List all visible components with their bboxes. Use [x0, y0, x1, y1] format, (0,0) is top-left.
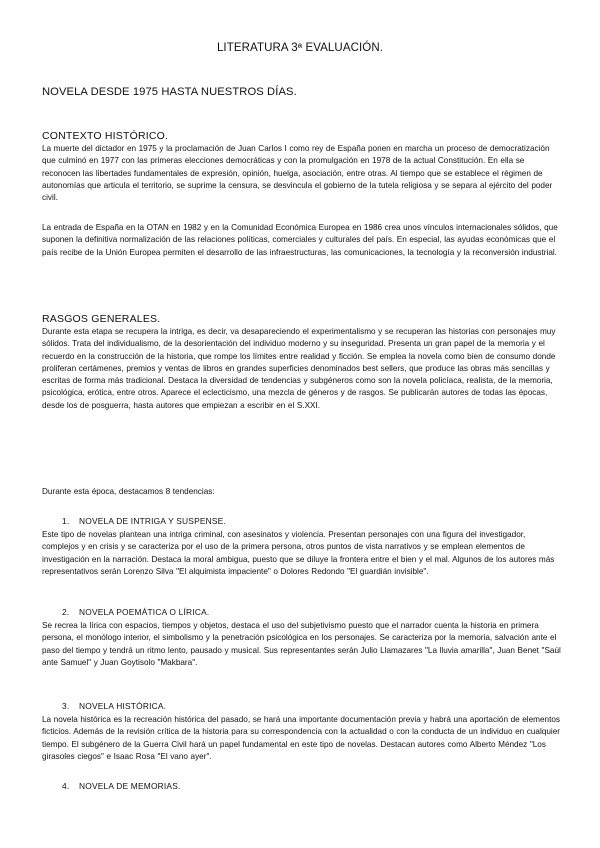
features-paragraph: Durante esta etapa se recupera la intriga, es decir, va desapareciendo el experimentalismo y se recuperan las historias con personajes muy sólidos. Trata del individualismo, de la desorientación del individuo moderno y su inseguridad. Presenta un gran papel de la memoria y el recuerdo en la construcción de la historia, que rompe los límites entre realidad y ficción. Se emplea la novela como bien de consumo donde proliferan certámenes, premios y ventas de libros en grandes superficies denominados best sellers, que produce las obras más sencillas y escritas de forma más tradicional. Destaca la diversidad de tendencias y subgéneros como son la novela policíaca, realista, de la memoria, psicológica, erótica, entre otros. Aparece el eclecticismo, una mezcla de géneros y de rasgos. Se publicarán autores de todas las épocas, desde los de posguerra, hasta autores que empiezan a escribir en el S.XXI.: [42, 327, 556, 410]
context-paragraph-1: La muerte del dictador en 1975 y la proclamación de Juan Carlos I como rey de España ponen en marcha un proceso de democratización que culminó en 1977 con las primeras elecciones democráticas y con la promulgación en 1978 de la actual Constitución. En ella se reconocen las libertades fundamentales de expresión, opinión, huelga, asociación, entre otras. Al tiempo que se establece el régimen de autonomías que articula el territorio, se suprime la censura, se desvincula el gobierno de la tutela religiosa y se separa al ejército del poder civil.: [42, 144, 553, 202]
document-subtitle: NOVELA DESDE 1975 HASTA NUESTROS DÍAS.: [42, 86, 297, 98]
context-paragraph-2: La entrada de España en la OTAN en 1982 y en la Comunidad Económica Europea en 1986 crea unos vínculos internacionales sólidos, que suponen la definitiva normalización de las relaciones políticas, comerciales y culturales del país. En especial, las ayudas económicas que el país recibe de la Unión Europea permiten el desarrollo de las infraestructuras, las comunicaciones, la tecnología y la reconversión industrial.: [42, 223, 558, 257]
trend-number: 3.: [62, 701, 70, 711]
trend-title: NOVELA DE MEMORIAS.: [79, 781, 181, 791]
trend-heading-1: [62, 516, 226, 526]
trend-title: NOVELA POEMÁTICA O LÍRICA.: [79, 607, 210, 617]
trend-number: 1.: [62, 516, 70, 526]
trend-title: NOVELA HISTÓRICA.: [79, 701, 167, 711]
trend-heading-3: [62, 701, 166, 711]
trend-number: 2.: [62, 607, 70, 617]
trends-intro: Durante esta época, destacamos 8 tendencias:: [42, 487, 215, 496]
trend-title: NOVELA DE INTRIGA Y SUSPENSE.: [79, 516, 226, 526]
trend-text-3: La novela histórica es la recreación histórica del pasado, se hará una importante documentación previa y habrá una aportación de elementos ficticios. Además de la revisión crítica de la historia para su correspondencia con la actualidad o con la conducta de un individuo en cualquier tiempo. El subgénero de la Guerra Civil hará un papel fundamental en este tipo de novelas. Destacan autores como Alberto Méndez "Los girasoles ciegos" e Isaac Rosa "El vano ayer".: [42, 715, 561, 761]
trend-heading-2: [62, 607, 209, 617]
context-heading: CONTEXTO HISTÓRICO.: [42, 130, 169, 142]
trend-heading-4: [62, 781, 181, 791]
features-heading: RASGOS GENERALES.: [42, 313, 161, 325]
trend-number: 4.: [62, 781, 70, 791]
trend-text-1: Este tipo de novelas plantean una intriga criminal, con asesinatos y violencia. Presentan personajes con una figura del investigador, complejos y en crisis y se caracteriza por el uso de la primera persona, otros puntos de vista narrativos y se emplean elementos de investigación en la narración. Destaca la moral ambigua, puesto que se diluye la frontera entre el bien y el mal. Algunos de los autores más representativos serán Lorenzo Silva "El alquimista impaciente" o Dolores Redondo "El guardián invisible".: [42, 530, 555, 576]
trend-text-2: Se recrea la lírica con espacios, tiempos y objetos, destaca el uso del subjetivismo puesto que el narrador cuenta la historia en primera persona, el monólogo interior, el simbolismo y la penetración psicológica en los personajes. Se caracteriza por la memoria, salvación ante el paso del tiempo y tendrá un ritmo lento, pausado y musical. Sus representantes serán Julio Llamazares "La lluvia amarilla", Juan Benet "Saúl ante Samuel" y Juan Goytisolo "Makbara".: [42, 621, 561, 667]
document-title: LITERATURA 3ª EVALUACIÓN.: [216, 42, 384, 54]
